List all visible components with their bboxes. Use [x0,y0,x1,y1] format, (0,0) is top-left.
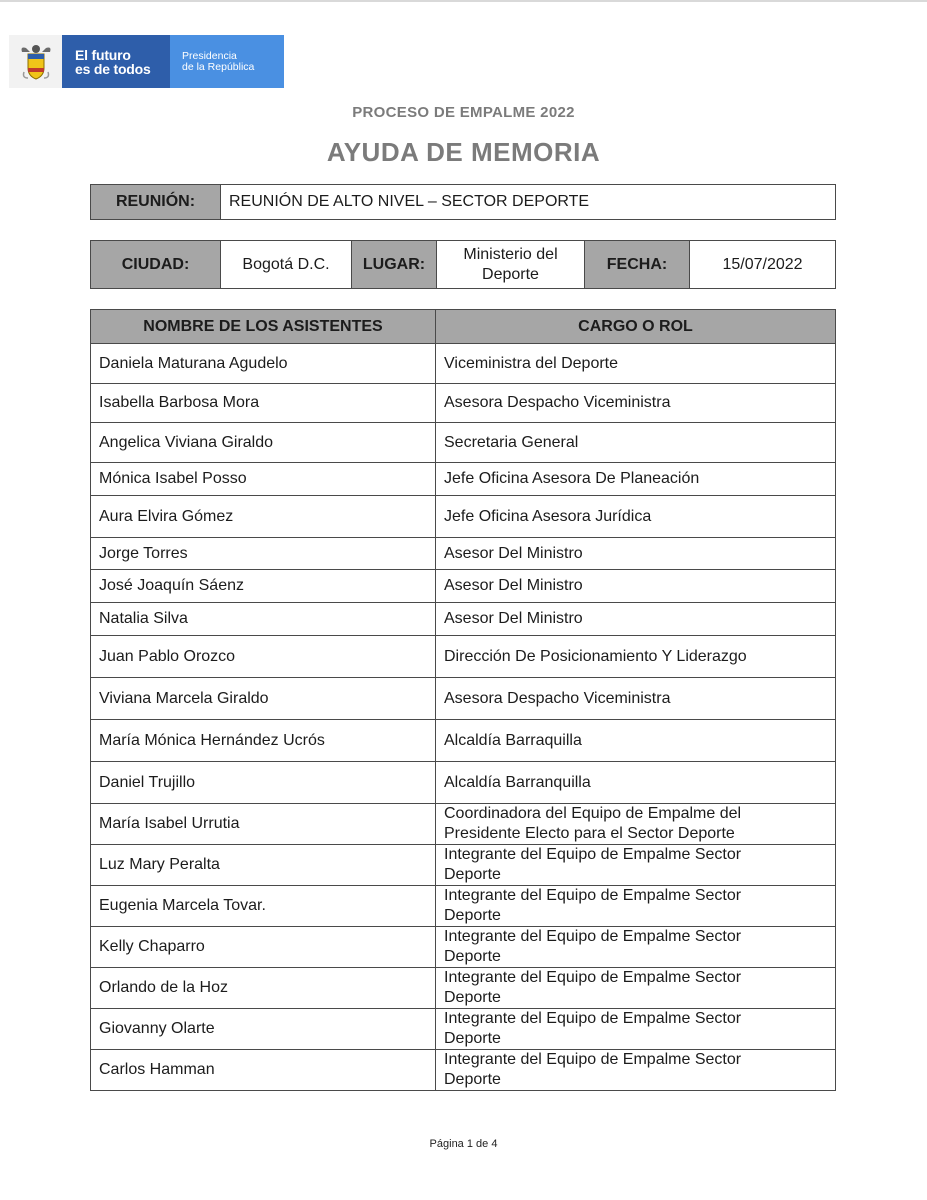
table-row [91,927,836,968]
meeting-label: REUNIÓN: [91,185,221,220]
table-row [91,344,836,384]
attendee-role [436,1050,836,1091]
attendees-table [90,309,836,1091]
attendee-name: Jorge Torres [91,538,436,570]
attendee-role: Dirección De Posicionamiento Y Liderazgo [436,636,836,678]
attendee-role: Alcaldía Barranquilla [436,762,836,804]
attendee-role-line-1: Integrante del Equipo de Empalme Sector [444,846,742,863]
table-row [91,968,836,1009]
table-row [91,845,836,886]
attendee-role-line-1: Integrante del Equipo de Empalme Sector [444,969,742,986]
table-row [91,1009,836,1050]
city-label: CIUDAD: [91,241,221,289]
attendee-role: Asesor Del Ministro [436,570,836,603]
slogan [62,35,170,88]
place-value [437,241,585,289]
coat-of-arms-icon [9,35,62,88]
attendee-name: Daniel Trujillo [91,762,436,804]
government-logo-banner [9,35,284,88]
table-row [91,886,836,927]
table-row [91,423,836,463]
attendee-name: Mónica Isabel Posso [91,463,436,496]
attendee-role-line-1: Integrante del Equipo de Empalme Sector [444,1051,742,1068]
attendee-name: José Joaquín Sáenz [91,570,436,603]
attendee-role: Alcaldía Barraquilla [436,720,836,762]
attendee-role-line-1: Integrante del Equipo de Empalme Sector [444,1010,742,1027]
place-line-2: Deporte [482,265,539,283]
attendee-role-line-2: Deporte [444,866,501,883]
attendee-name: María Mónica Hernández Ucrós [91,720,436,762]
meeting-value: REUNIÓN DE ALTO NIVEL – SECTOR DEPORTE [221,185,836,220]
table-row [91,804,836,845]
presidency-label [170,35,284,88]
details-table [90,240,836,289]
attendee-name: Viviana Marcela Giraldo [91,678,436,720]
table-row [91,570,836,603]
presidency-line-1: Presidencia [182,49,237,62]
attendee-name: Angelica Viviana Giraldo [91,423,436,463]
attendee-role: Asesora Despacho Viceministra [436,678,836,720]
attendee-role [436,1009,836,1050]
attendees-rows [91,344,836,1091]
attendee-role-line-2: Deporte [444,948,501,965]
table-row [91,636,836,678]
attendee-role [436,968,836,1009]
slogan-line-2: es de todos [75,60,151,77]
attendee-name: Natalia Silva [91,603,436,636]
attendee-role: Asesor Del Ministro [436,603,836,636]
page-number: Página 1 de 4 [429,1138,498,1150]
attendee-role: Jefe Oficina Asesora Jurídica [436,496,836,538]
attendee-role: Asesora Despacho Viceministra [436,384,836,423]
table-row [91,496,836,538]
attendee-role-line-1: Integrante del Equipo de Empalme Sector [444,928,742,945]
column-header-name: NOMBRE DE LOS ASISTENTES [91,310,436,344]
slogan-line-1: El futuro [75,46,131,63]
attendee-role-line-2: Deporte [444,1030,501,1047]
attendee-role-line-2: Presidente Electo para el Sector Deporte [444,825,735,842]
attendee-role: Asesor Del Ministro [436,538,836,570]
attendee-name: Aura Elvira Gómez [91,496,436,538]
place-label: LUGAR: [352,241,437,289]
meeting-table [90,184,836,220]
attendee-role-line-1: Coordinadora del Equipo de Empalme del [444,805,742,822]
attendee-name: Luz Mary Peralta [91,845,436,886]
city-value: Bogotá D.C. [221,241,352,289]
attendee-role-line-2: Deporte [444,1071,501,1088]
attendee-role-line-1: Integrante del Equipo de Empalme Sector [444,887,742,904]
attendee-role: Secretaria General [436,423,836,463]
attendee-role [436,804,836,845]
attendee-role-line-2: Deporte [444,989,501,1006]
presidency-line-2: de la República [182,60,255,73]
attendee-name: Daniela Maturana Agudelo [91,344,436,384]
attendee-role-line-2: Deporte [444,907,501,924]
table-row [91,384,836,423]
table-row [91,463,836,496]
attendee-role [436,886,836,927]
top-border [0,0,927,2]
document-title: AYUDA DE MEMORIA [326,137,601,167]
attendee-name: María Isabel Urrutia [91,804,436,845]
table-row [91,720,836,762]
attendee-role: Viceministra del Deporte [436,344,836,384]
table-row [91,603,836,636]
attendee-name: Isabella Barbosa Mora [91,384,436,423]
attendee-name: Juan Pablo Orozco [91,636,436,678]
table-row [91,762,836,804]
attendee-role [436,927,836,968]
place-line-1: Ministerio del [463,245,558,263]
attendee-name: Orlando de la Hoz [91,968,436,1009]
attendee-name: Eugenia Marcela Tovar. [91,886,436,927]
date-value: 15/07/2022 [690,241,836,289]
attendee-name: Kelly Chaparro [91,927,436,968]
attendee-name: Carlos Hamman [91,1050,436,1091]
document-subtitle: PROCESO DE EMPALME 2022 [352,104,575,121]
attendee-name: Giovanny Olarte [91,1009,436,1050]
table-row [91,1050,836,1091]
table-row [91,538,836,570]
table-row [91,678,836,720]
column-header-role: CARGO O ROL [436,310,836,344]
date-label: FECHA: [585,241,690,289]
attendee-role [436,845,836,886]
attendee-role: Jefe Oficina Asesora De Planeación [436,463,836,496]
